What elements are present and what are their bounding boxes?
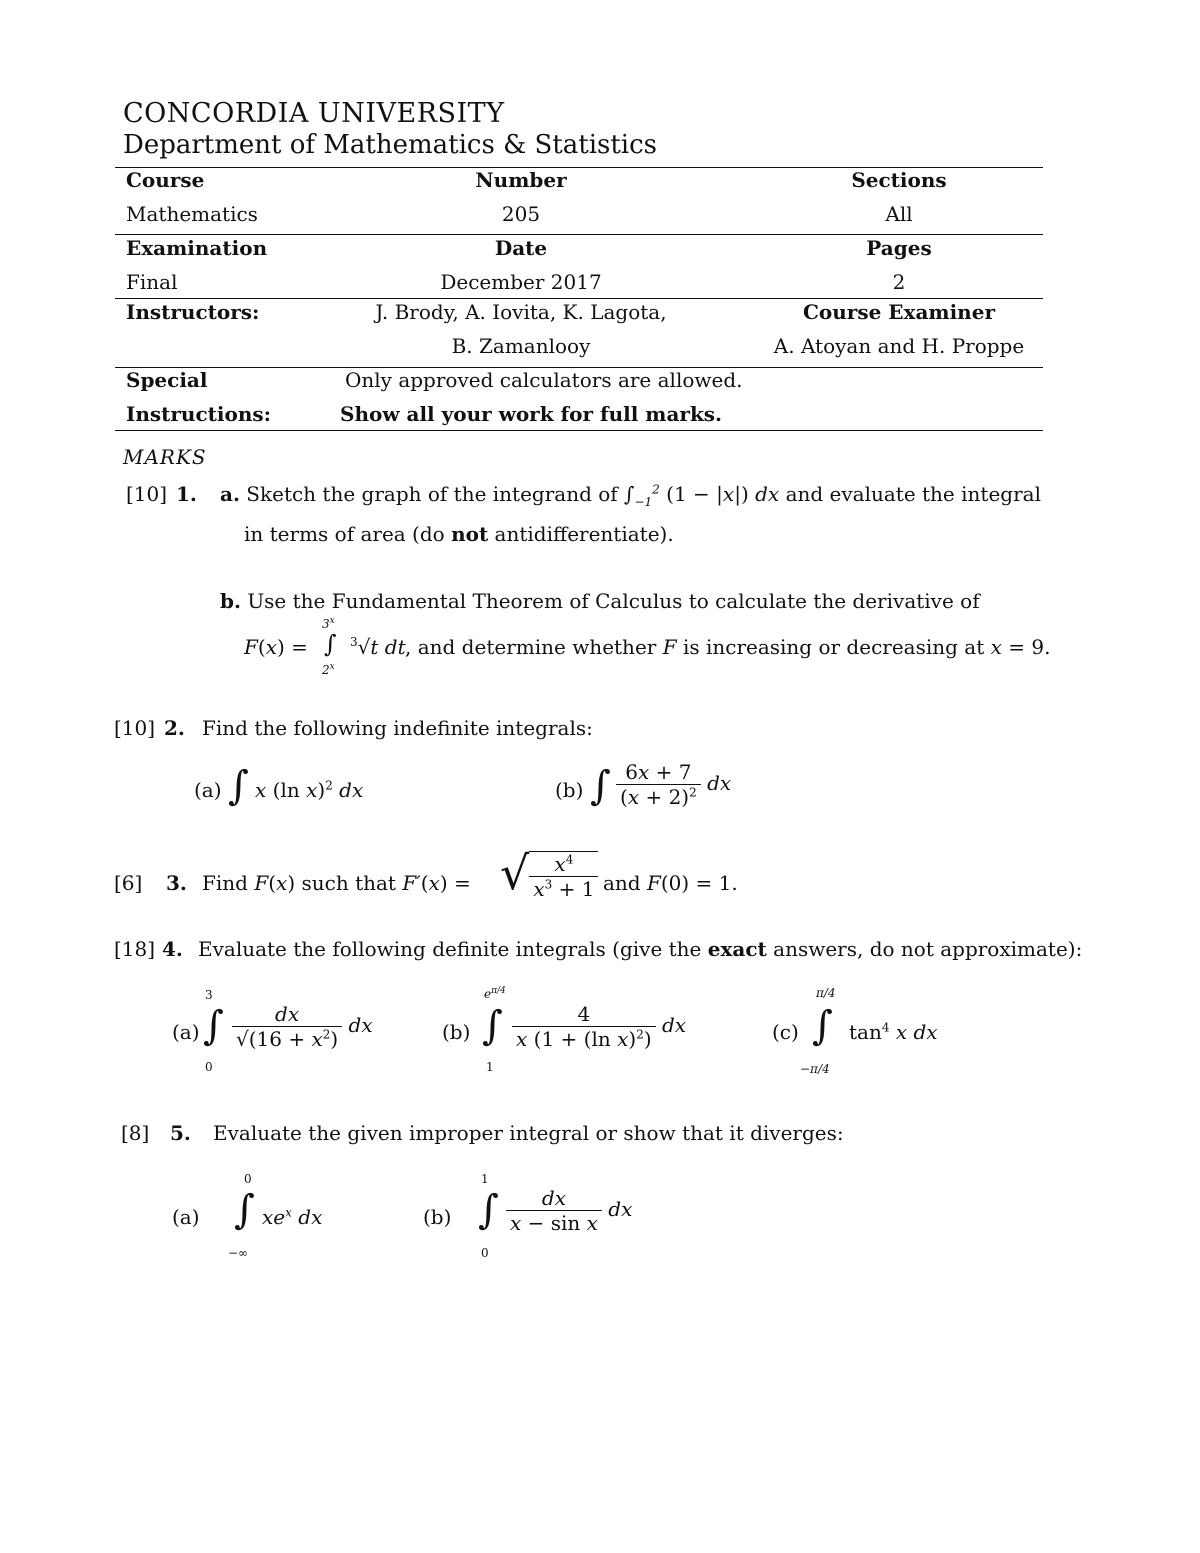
q4c-lower-limit: −π/4 (800, 1062, 830, 1076)
q2a-integral-sign: ∫ (228, 763, 249, 809)
q5a-upper-limit: 0 (244, 1172, 252, 1186)
q4c-label: (c) (772, 1020, 799, 1044)
q1b-text1: Use the Fundamental Theorem of Calculus to calculate the derivative of (247, 589, 980, 613)
instructors-line2: B. Zamanlooy (451, 334, 591, 358)
q4b-lower-limit: 1 (486, 1060, 494, 1074)
course-label: Course (126, 168, 205, 192)
instructors-line1: J. Brody, A. Iovita, K. Lagota, (375, 300, 667, 324)
q4-number: 4. (162, 937, 183, 961)
q1a-text3c: antidifferentiate). (494, 522, 674, 546)
q1a-text1: Sketch the graph of the integrand of (246, 482, 618, 506)
q1b-integral-sign: ∫ (324, 630, 337, 658)
table-rule-3 (115, 298, 1043, 299)
q5b-upper-limit: 1 (481, 1172, 489, 1186)
q5b-lower-limit: 0 (481, 1246, 489, 1260)
instructors-label: Instructors: (126, 300, 260, 324)
special-line1: Only approved calculators are allowed. (345, 368, 743, 392)
department-name: Department of Mathematics & Statistics (123, 130, 658, 160)
q1b-text2: , and determine whether (405, 635, 657, 659)
q2-number: 2. (164, 716, 185, 740)
q3-fprime: F′(x) = (402, 871, 471, 895)
course-examiner-label: Course Examiner (803, 300, 995, 324)
q5a-label: (a) (172, 1205, 200, 1229)
q1b-text3: is increasing or decreasing at (682, 635, 985, 659)
q3-text1: Find (202, 871, 248, 895)
special-label: Special (126, 368, 208, 392)
special-line2: Show all your work for full marks. (340, 402, 723, 426)
q2-marks: [10] (114, 716, 156, 740)
q1-number: 1. (176, 482, 197, 506)
q5b-label: (b) (423, 1205, 452, 1229)
q4b-integrand: $\frac{4}{x (1 + (\ln x)^2)}$ dx (512, 1002, 686, 1051)
examination-value: Final (126, 270, 178, 294)
q1b-label: b. (220, 589, 241, 613)
q1a-label: a. (220, 482, 240, 506)
q4-text2: exact (707, 937, 767, 961)
q4b-upper-limit: $e^{\pi/4}$ (484, 986, 506, 1001)
q4-line (198, 937, 1082, 961)
q4-text1: Evaluate the following definite integrals (give the (198, 937, 702, 961)
q1b-lower-limit: 2$^x$ (322, 662, 335, 677)
number-value: 205 (501, 202, 541, 226)
sections-label: Sections (851, 168, 947, 192)
q4-text3: answers, do not approximate): (773, 937, 1083, 961)
q3-marks: [6] (114, 871, 143, 895)
q4c-integral-sign: ∫ (812, 1003, 833, 1049)
q4c-upper-limit: π/4 (816, 986, 836, 1000)
q1a-text2: and evaluate the integral (785, 482, 1041, 506)
q1a-line (220, 482, 1041, 509)
university-name: CONCORDIA UNIVERSITY (123, 98, 505, 129)
q3-fx: F(x) (254, 871, 296, 895)
q2-text: Find the following indefinite integrals: (202, 716, 593, 740)
q2a-label: (a) (194, 778, 222, 802)
q4a-integral-sign: ∫ (203, 1003, 224, 1049)
q5-marks: [8] (121, 1121, 150, 1145)
q2b-label: (b) (555, 778, 584, 802)
q3-line2 (603, 871, 738, 895)
q1-marks: [10] (126, 482, 168, 506)
q5b-integrand: $\frac{dx}{\text{x − sin x}}$ dx (506, 1186, 632, 1235)
q2b-integrand: $\frac{6x + 7}{(x + 2)^2}$ dx (616, 760, 731, 809)
table-rule-bottom (115, 430, 1043, 431)
date-label: Date (494, 236, 548, 260)
course-examiner-value: A. Atoyan and H. Proppe (773, 334, 1025, 358)
q1b-f: F (662, 635, 677, 659)
number-label: Number (475, 168, 567, 192)
sections-value: All (885, 202, 913, 226)
q1a-text3a: in terms of area (do (244, 522, 445, 546)
q5-text: Evaluate the given improper integral or show that it diverges: (213, 1121, 844, 1145)
q3-line (202, 871, 471, 895)
q3-sqrt-expression: √ $\frac{x^4}{x^3 + 1}$ (500, 846, 598, 901)
q4b-label: (b) (442, 1020, 471, 1044)
date-value: December 2017 (440, 270, 602, 294)
q3-initial: F(0) = 1. (646, 871, 738, 895)
q1b-line2 (405, 635, 1050, 659)
q5b-integral-sign: ∫ (478, 1187, 499, 1233)
course-value: Mathematics (126, 202, 258, 226)
q3-text2: such that (301, 871, 396, 895)
q2b-integral-sign: ∫ (590, 763, 611, 809)
q5a-lower-limit: −∞ (228, 1246, 249, 1260)
q1b-line (220, 589, 980, 613)
q1b-function: F(x) = (244, 635, 308, 659)
q1a-line2 (244, 522, 674, 546)
q4a-lower-limit: 0 (205, 1060, 213, 1074)
q3-text3: and (603, 871, 641, 895)
q2a-integrand: x (ln x)$^2$ dx (255, 778, 364, 802)
examination-label: Examination (126, 236, 268, 260)
pages-label: Pages (866, 236, 932, 260)
q4c-integrand: $\tan^4 x$ dx (849, 1020, 938, 1044)
q1b-x-equals: x = 9. (990, 635, 1051, 659)
q5a-integral-sign: ∫ (234, 1187, 255, 1233)
q5a-integrand: $xe^x$ dx (262, 1205, 323, 1229)
pages-value: 2 (892, 270, 906, 294)
q4a-integrand: $\frac{dx}{√(16 + x^2)}$ dx (232, 1002, 373, 1051)
q1b-integrand: $^3$√t dt (350, 635, 406, 659)
q4b-integral-sign: ∫ (482, 1003, 503, 1049)
table-rule-2 (115, 234, 1043, 235)
q3-number: 3. (166, 871, 187, 895)
q4a-upper-limit: 3 (205, 988, 213, 1002)
q4a-label: (a) (172, 1020, 200, 1044)
q4-marks: [18] (114, 937, 156, 961)
q1a-integral: $\int_{-1}^2$ (1 − |x|) dx (624, 482, 780, 509)
q5-number: 5. (170, 1121, 191, 1145)
q1b-upper-limit: 3$^x$ (322, 616, 335, 631)
marks-heading: MARKS (123, 445, 207, 469)
instructions-label: Instructions: (126, 402, 272, 426)
q1a-text3b: not (451, 522, 489, 546)
